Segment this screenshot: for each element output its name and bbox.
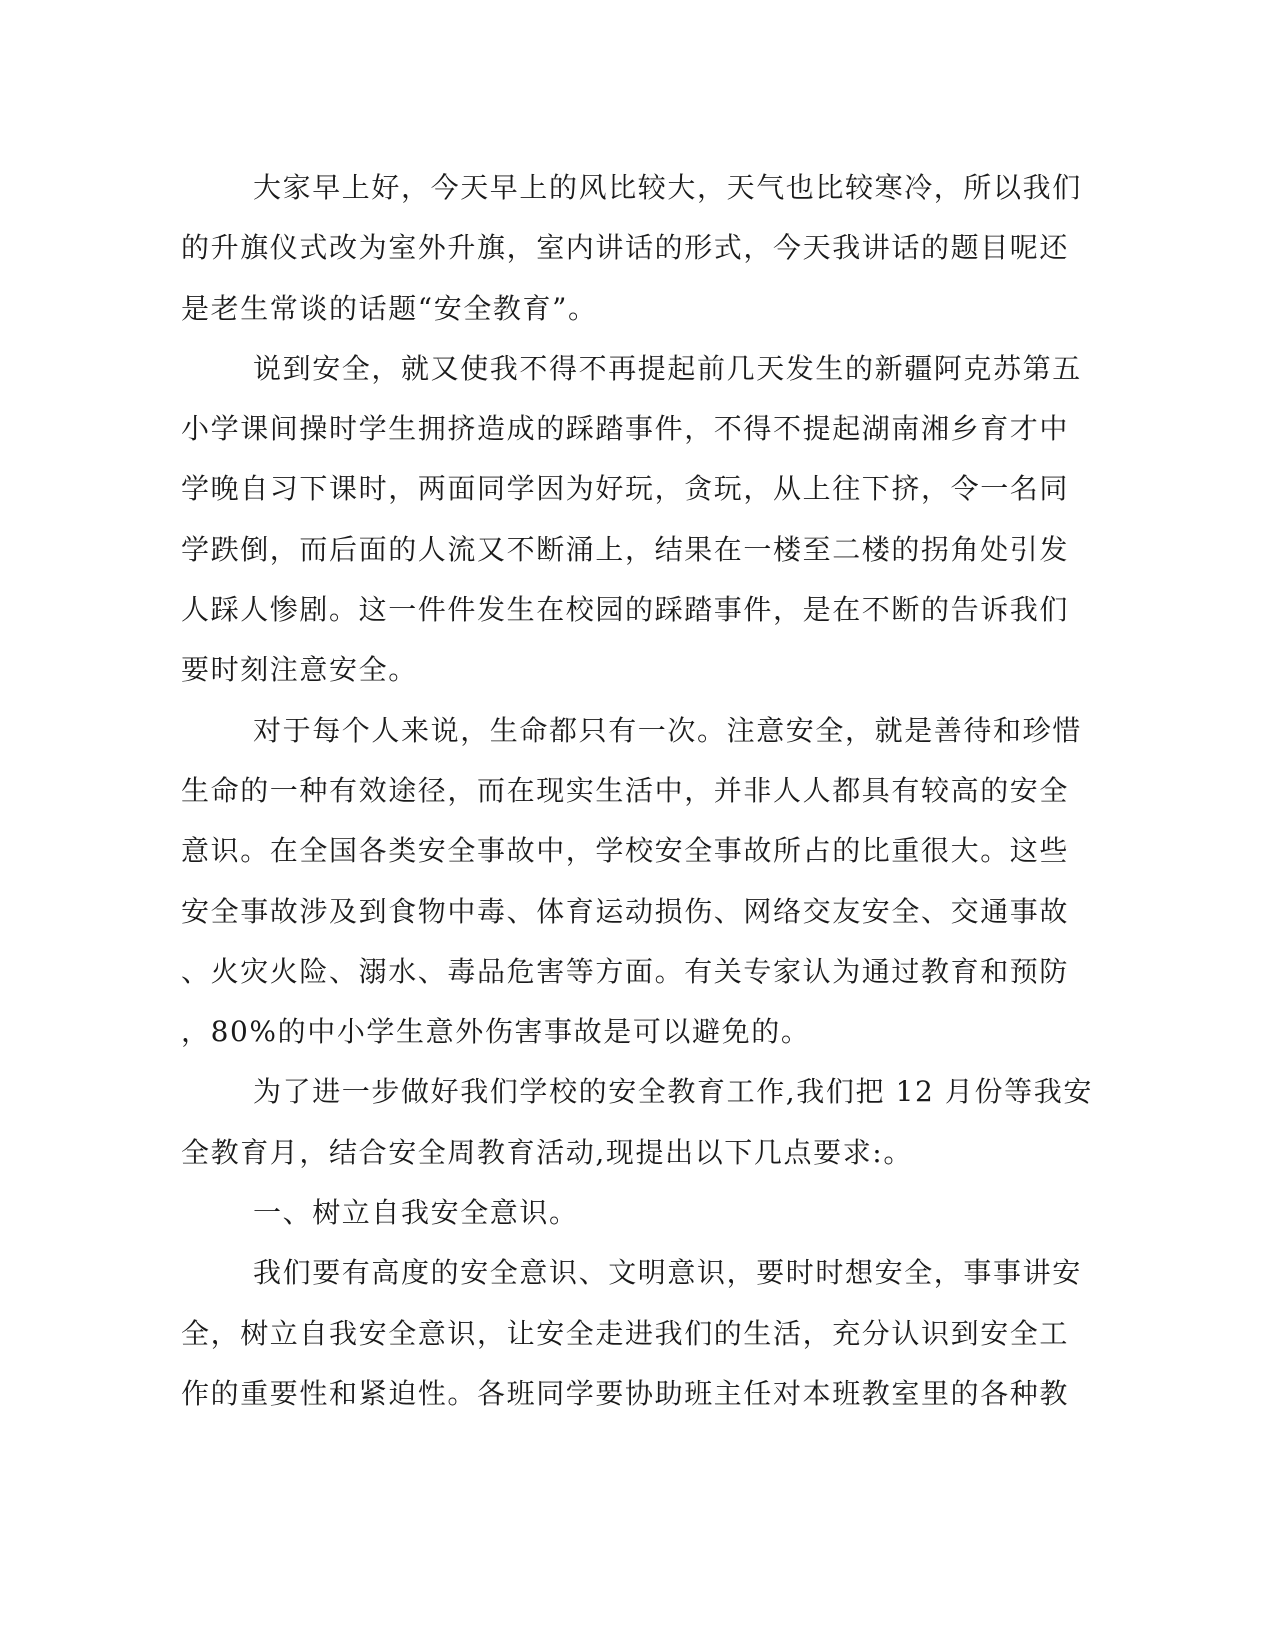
paragraph (181, 158, 1082, 339)
text-line: 作的重要性和紧迫性。各班同学要协助班主任对本班教室里的各种教 (181, 1376, 1070, 1410)
text-line: 一、树立自我安全意识。 (253, 1196, 579, 1230)
text-line: 全教育月，结合安全周教育活动,现提出以下几点要求:。 (181, 1135, 913, 1169)
text-line: 我们要有高度的安全意识、文明意识，要时时想安全，事事讲安 (253, 1256, 1082, 1290)
text-line: 为了进一步做好我们学校的安全教育工作,我们把 12 月份等我安 (253, 1075, 1093, 1109)
paragraph (181, 339, 1082, 701)
text-line: 说到安全，就又使我不得不再提起前几天发生的新疆阿克苏第五 (253, 351, 1082, 385)
paragraph (181, 1062, 1093, 1183)
text-line: 小学课间操时学生拥挤造成的踩踏事件，不得不提起湖南湘乡育才中 (181, 412, 1070, 446)
text-line: 安全事故涉及到食物中毒、体育运动损伤、网络交友安全、交通事故 (181, 894, 1070, 928)
document-body (181, 158, 1093, 1424)
paragraph (181, 701, 1082, 1063)
text-line: 学跌倒，而后面的人流又不断涌上，结果在一楼至二楼的拐角处引发 (181, 532, 1070, 566)
paragraph (181, 1243, 1082, 1424)
text-line: 要时刻注意安全。 (181, 653, 418, 687)
text-line: 人踩人惨剧。这一件件发生在校园的踩踏事件，是在不断的告诉我们 (181, 593, 1070, 627)
text-line: ，80%的中小学生意外伤害事故是可以避免的。 (181, 1015, 811, 1049)
section-heading (181, 1183, 1031, 1243)
text-line: 意识。在全国各类安全事故中，学校安全事故所占的比重很大。这些 (181, 834, 1070, 868)
text-line: 生命的一种有效途径，而在现实生活中，并非人人都具有较高的安全 (181, 773, 1070, 807)
text-line: 是老生常谈的话题“安全教育”。 (181, 291, 598, 325)
text-line: 的升旗仪式改为室外升旗，室内讲话的形式，今天我讲话的题目呢还 (181, 231, 1070, 265)
text-line: 全，树立自我安全意识，让安全走进我们的生活，充分认识到安全工 (181, 1316, 1070, 1350)
text-line: 对于每个人来说，生命都只有一次。注意安全，就是善待和珍惜 (253, 713, 1082, 747)
text-line: 学晚自习下课时，两面同学因为好玩，贪玩，从上往下挤，令一名同 (181, 472, 1070, 506)
text-line: 大家早上好，今天早上的风比较大，天气也比较寒冷，所以我们 (253, 171, 1082, 204)
text-line: 、火灾火险、溺水、毒品危害等方面。有关专家认为通过教育和预防 (181, 954, 1070, 988)
